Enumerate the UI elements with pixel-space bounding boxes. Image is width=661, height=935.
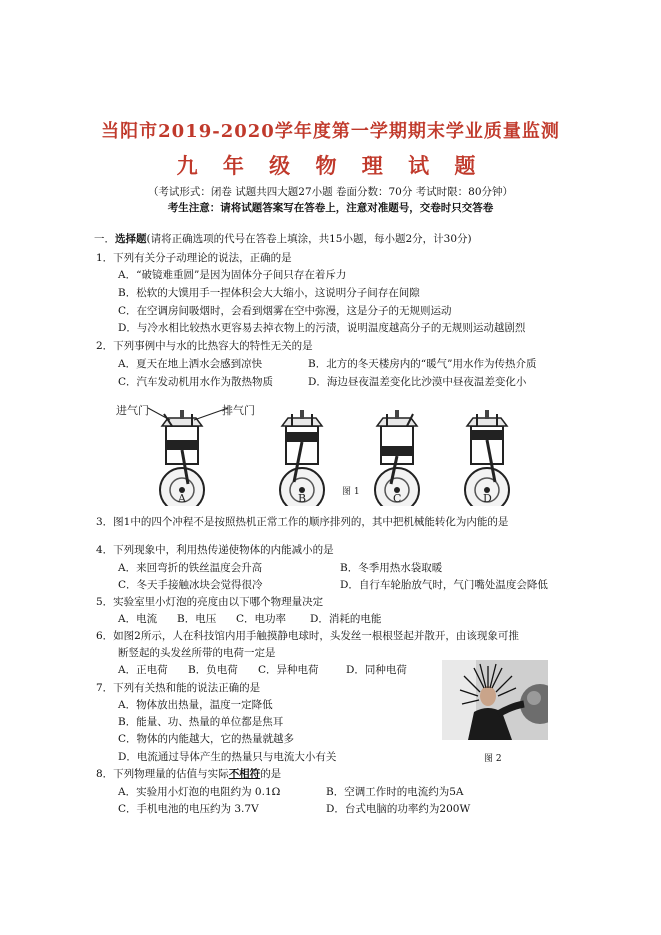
q7-option-a: A．物体放出热量，温度一定降低 [118,699,273,711]
figure-2-caption: 图 2 [484,754,502,764]
q5-stem: 5．实验室里小灯泡的亮度由以下哪个物理量决定 [96,596,324,608]
q4-stem: 4．下列现象中，利用热传递使物体的内能减小的是 [96,544,334,556]
q8-option-a: A．实验用小灯泡的电阻约为 0.1Ω [118,786,281,798]
q8-stem-pre: 8．下列物理量的估值与实际 [96,768,229,780]
q8-stem-post: 的是 [260,768,282,780]
exam-subtitle: 九 年 级 物 理 试 题 [176,153,485,178]
q6-stem-line2: 断竖起的头发丝所带的电荷一定是 [118,647,276,659]
q8-option-b: B．空调工作时的电流约为5A [326,786,464,798]
q6-option-b: B．负电荷 [188,664,238,676]
q7-option-d: D．电流通过导体产生的热量只与电流大小有关 [118,751,337,763]
q8-option-d: D．台式电脑的功率约为200W [326,803,471,815]
intake-valve-label: 进气门 [116,404,149,417]
exhaust-valve-label: 排气门 [222,404,255,417]
q4-option-a: A．来回弯折的铁丝温度会升高 [118,562,263,574]
q2-stem: 2．下列事例中与水的比热容大的特性无关的是 [96,340,313,352]
q5-option-d: D．消耗的电能 [310,613,382,625]
q6-option-a: A．正电荷 [118,664,168,676]
q7-stem: 7．下列有关热和能的说法正确的是 [96,682,261,694]
q5-option-b: B．电压 [177,613,217,625]
engine-diagrams [112,396,562,506]
q4-option-d: D．自行车轮胎放气时，气门嘴处温度会降低 [340,579,548,591]
static-electricity-photo [442,660,548,740]
q6-option-d: D．同种电荷 [346,664,407,676]
section-heading-prefix: 一． [94,233,115,245]
section-heading [94,232,472,246]
q7-option-c: C．物体的内能越大，它的热量就越多 [118,733,295,745]
figure-1-caption: 图 1 [342,487,360,497]
q6-stem-line1: 6．如图2所示，人在科技馆内用手触摸静电球时，头发丝一根根竖起并散开，由该现象可推 [96,630,519,642]
q1-option-b: B．松软的大馍用手一捏体积会大大缩小，这说明分子间存在间隙 [118,287,420,299]
exam-info: （考试形式：闭卷 试题共四大题27小题 卷面分数：70分 考试时限：80分钟） [147,186,514,198]
section-heading-rest: (请将正确选项的代号在答卷上填涂，共15小题，每小题2分，计30分) [146,233,472,245]
q4-option-b: B．冬季用热水袋取暖 [340,562,443,574]
q2-option-c: C．汽车发动机用水作为散热物质 [118,376,274,388]
q1-option-c: C．在空调房间吸烟时，会看到烟雾在空中弥漫，这是分子的无规则运动 [118,305,452,317]
q1-stem: 1．下列有关分子动理论的说法，正确的是 [96,252,292,264]
q8-stem-emphasis: 不相符 [228,768,261,780]
q3-stem: 3．图1中的四个冲程不是按照热机正常工作的顺序排列的，其中把机械能转化为内能的是 [96,516,509,528]
q5-option-a: A．电流 [118,613,158,625]
q1-option-d: D．与冷水相比较热水更容易去掉衣物上的污渍，说明温度越高分子的无规则运动越剧烈 [118,322,526,334]
q6-option-c: C．异种电荷 [258,664,319,676]
section-heading-bold: 选择题 [115,233,147,245]
q8-option-c: C．手机电池的电压约为 3.7V [118,803,259,815]
stroke-label-d: D [483,492,492,505]
stroke-label-a: A [178,492,186,505]
q2-option-d: D．海边昼夜温差变化比沙漠中昼夜温差变化小 [308,376,527,388]
exam-notice: 考生注意：请将试题答案写在答卷上，注意对准题号，交卷时只交答卷 [167,202,494,214]
q8-stem [96,767,281,781]
q5-option-c: C．电功率 [236,613,287,625]
stroke-label-b: B [298,492,307,505]
q1-option-a: A．“破镜难重圆”是因为固体分子间只存在着斥力 [118,269,347,281]
q2-option-a: A．夏天在地上洒水会感到凉快 [118,358,263,370]
exam-title: 当阳市2019-2020学年度第一学期期末学业质量监测 [101,121,560,142]
q7-option-b: B．能量、功、热量的单位都是焦耳 [118,716,284,728]
figure-2-photo [442,660,548,740]
q2-option-b: B．北方的冬天楼房内的“暖气”用水作为传热介质 [308,358,537,370]
stroke-label-c: C [393,492,402,505]
q4-option-c: C．冬天手接触冰块会觉得很冷 [118,579,263,591]
figure-1-engine-strokes [112,396,562,506]
